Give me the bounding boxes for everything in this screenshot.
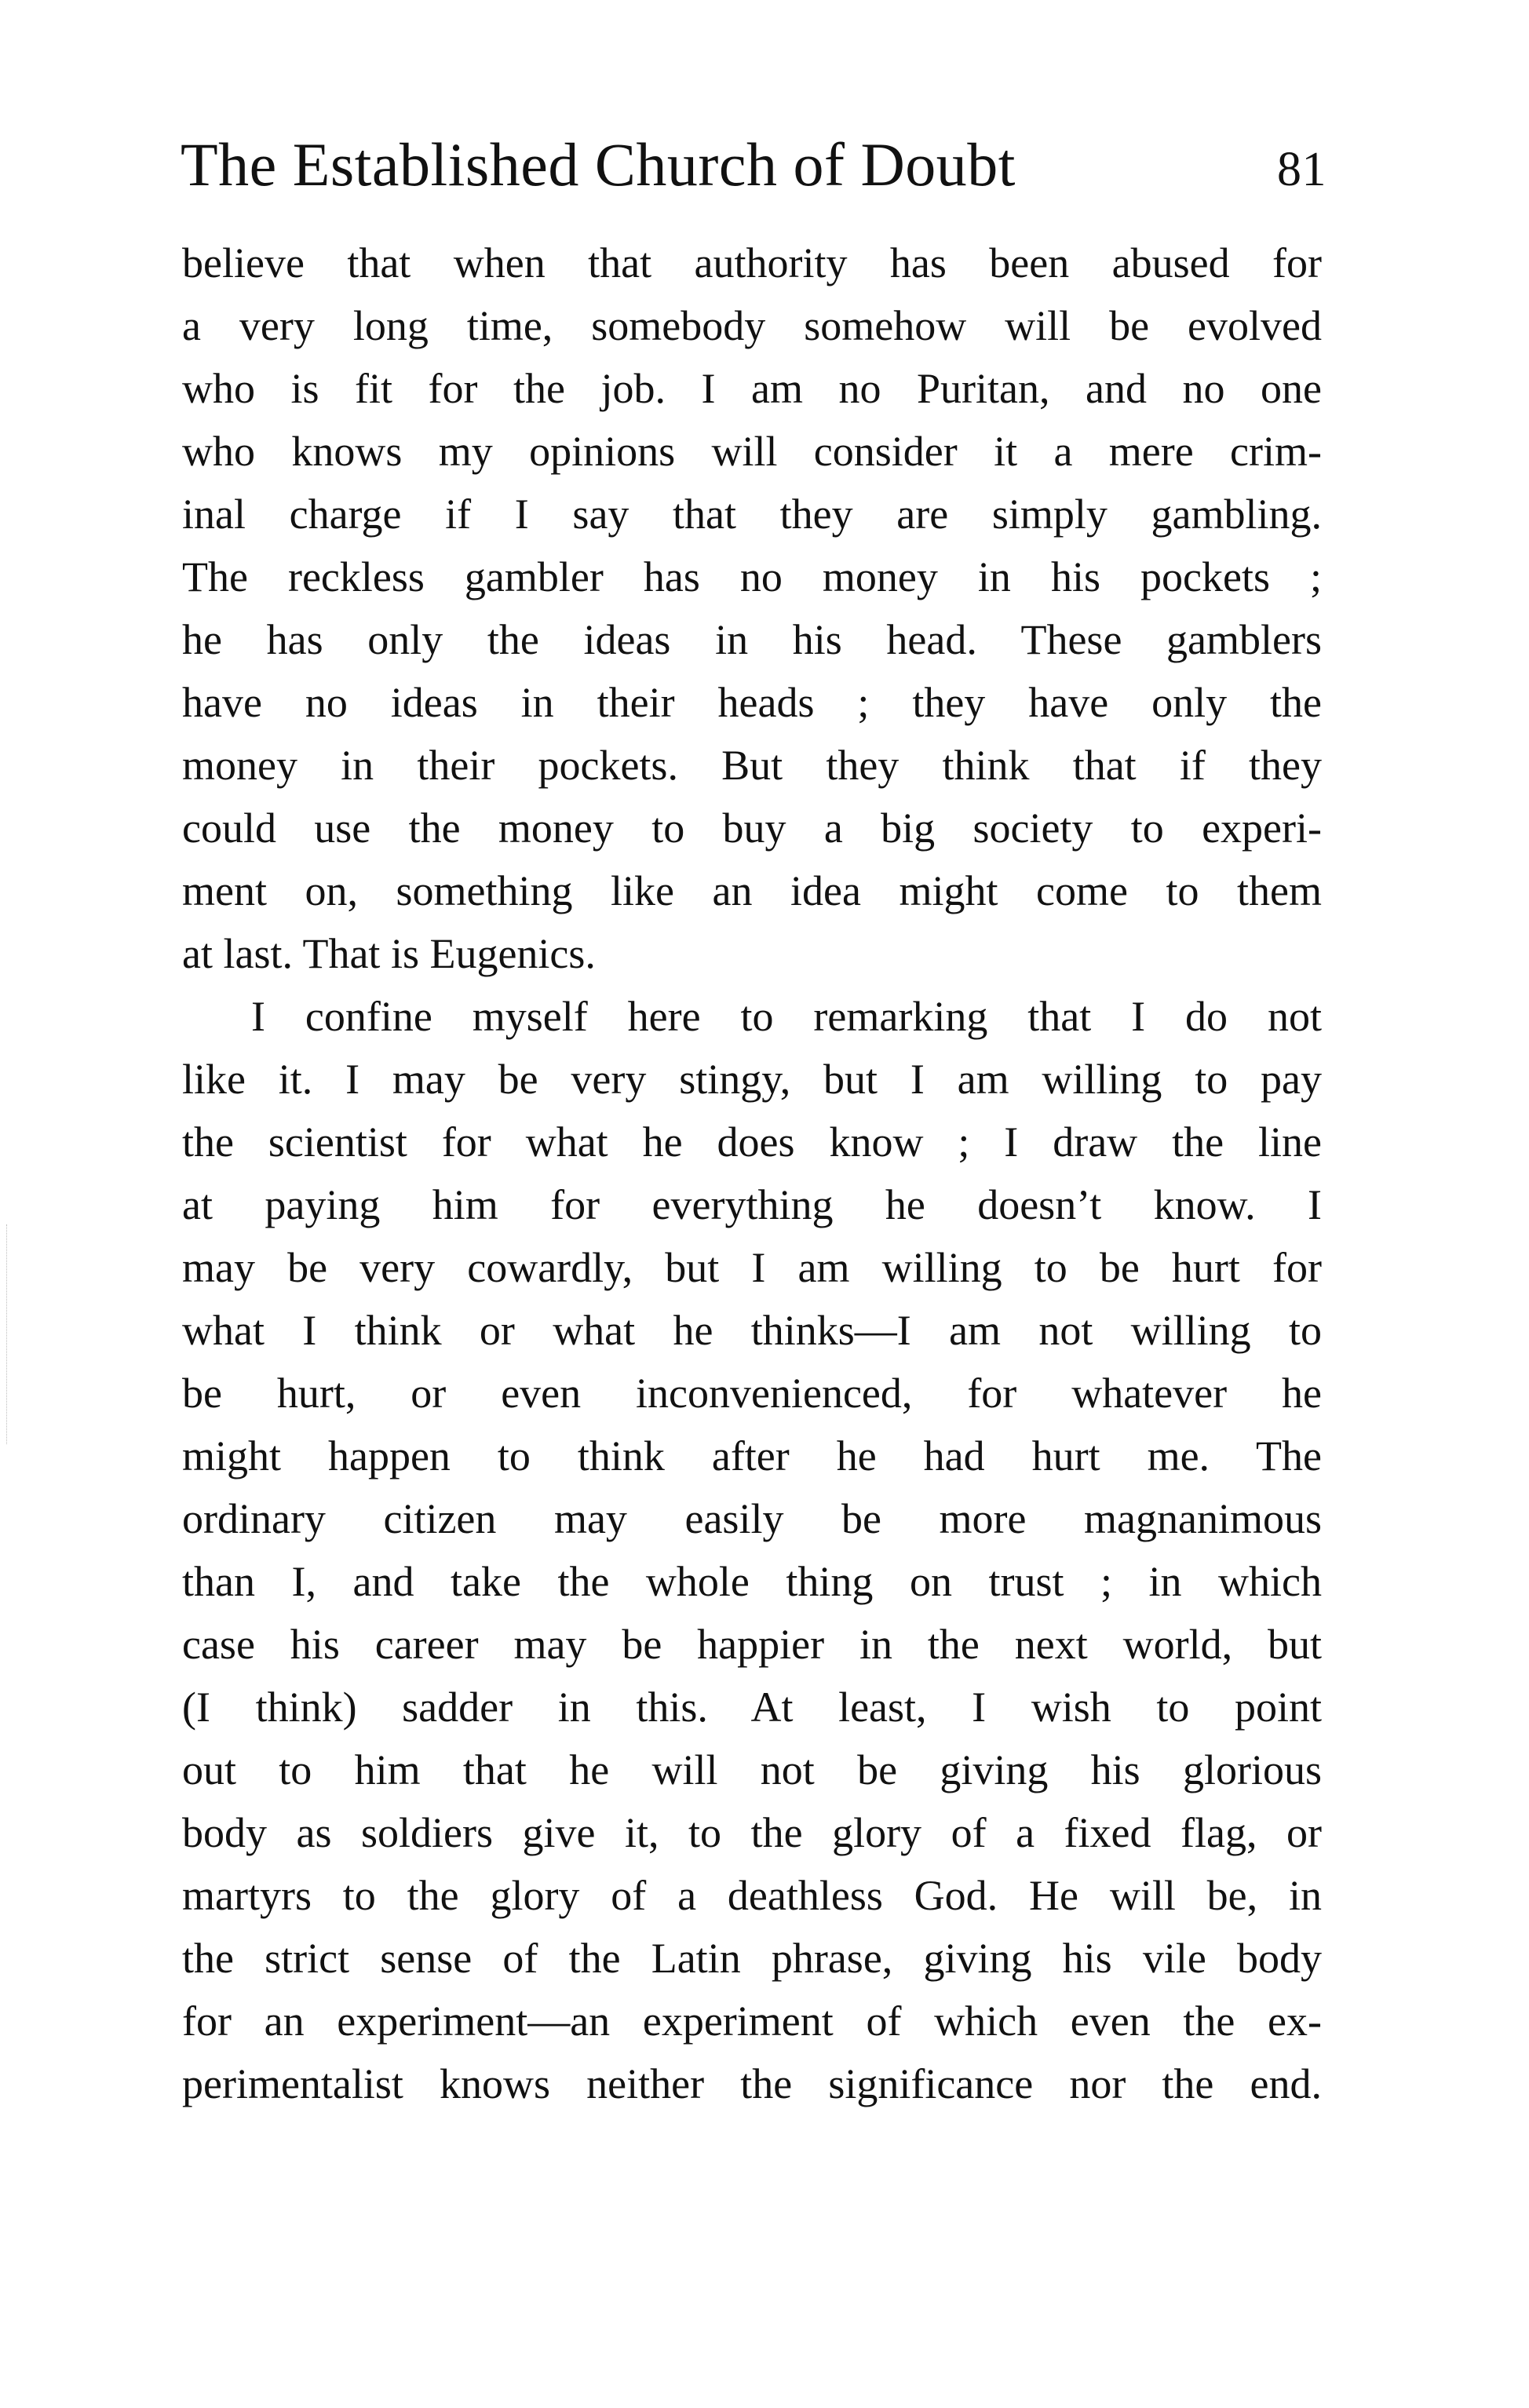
text-line: money in their pockets. But they think that if they [182, 742, 1322, 789]
text-line: inal charge if I say that they are simply gambling. [182, 491, 1322, 538]
paragraph-2 [182, 985, 1322, 2115]
text-line: out to him that he will not be giving his glorious [182, 1746, 1322, 1793]
text-line: a very long time, somebody somehow will be evolved [182, 302, 1322, 349]
text-line: who is fit for the job. I am no Puritan, and no one [182, 365, 1322, 412]
text-line: like it. I may be very stingy, but I am willing to pay [182, 1056, 1322, 1103]
text-line: (I think) sadder in this. At least, I wish to point [182, 1684, 1322, 1731]
text-line: the scientist for what he does know ; I draw the line [182, 1118, 1322, 1166]
text-line: case his career may be happier in the next world, but [182, 1621, 1322, 1668]
text-line: could use the money to buy a big society to experi- [182, 804, 1322, 852]
text-line: the strict sense of the Latin phrase, giving his vile body [182, 1935, 1322, 1982]
text-line: what I think or what he thinks—I am not willing to [182, 1307, 1322, 1354]
text-line: be hurt, or even inconvenienced, for whatever he [182, 1370, 1322, 1417]
text-line: for an experiment—an experiment of which even the ex- [182, 1998, 1322, 2045]
text-line: may be very cowardly, but I am willing to be hurt for [182, 1244, 1322, 1291]
text-line: martyrs to the glory of a deathless God. He will be, in [182, 1872, 1322, 1919]
text-line: body as soldiers give it, to the glory of a fixed flag, or [182, 1809, 1322, 1856]
page-number: 81 [1277, 143, 1326, 196]
text-line: ment on, something like an idea might come to them [182, 867, 1322, 914]
running-title: The Established Church of Doubt [181, 130, 1016, 199]
text-line: who knows my opinions will consider it a mere crim- [182, 428, 1322, 475]
text-line: have no ideas in their heads ; they have only the [182, 679, 1322, 726]
text-line: might happen to think after he had hurt me. The [182, 1432, 1322, 1479]
text-line: believe that when that authority has been abused for [182, 239, 1322, 286]
running-head [181, 126, 1326, 204]
paragraph-1 [182, 232, 1322, 985]
scan-margin-mark [6, 1224, 9, 1444]
text-line: at paying him for everything he doesn’t know. I [182, 1181, 1322, 1228]
text-line: he has only the ideas in his head. These gamblers [182, 616, 1322, 663]
text-line: perimentalist knows neither the significance nor the end. [182, 2060, 1322, 2107]
text-line: The reckless gambler has no money in his pockets ; [182, 553, 1322, 600]
text-line: than I, and take the whole thing on trust ; in which [182, 1558, 1322, 1605]
text-line: I confine myself here to remarking that I do not [251, 993, 1322, 1040]
text-line: ordinary citizen may easily be more magnanimous [182, 1495, 1322, 1542]
body-text [182, 232, 1322, 2115]
text-line: at last. That is Eugenics. [182, 930, 596, 977]
